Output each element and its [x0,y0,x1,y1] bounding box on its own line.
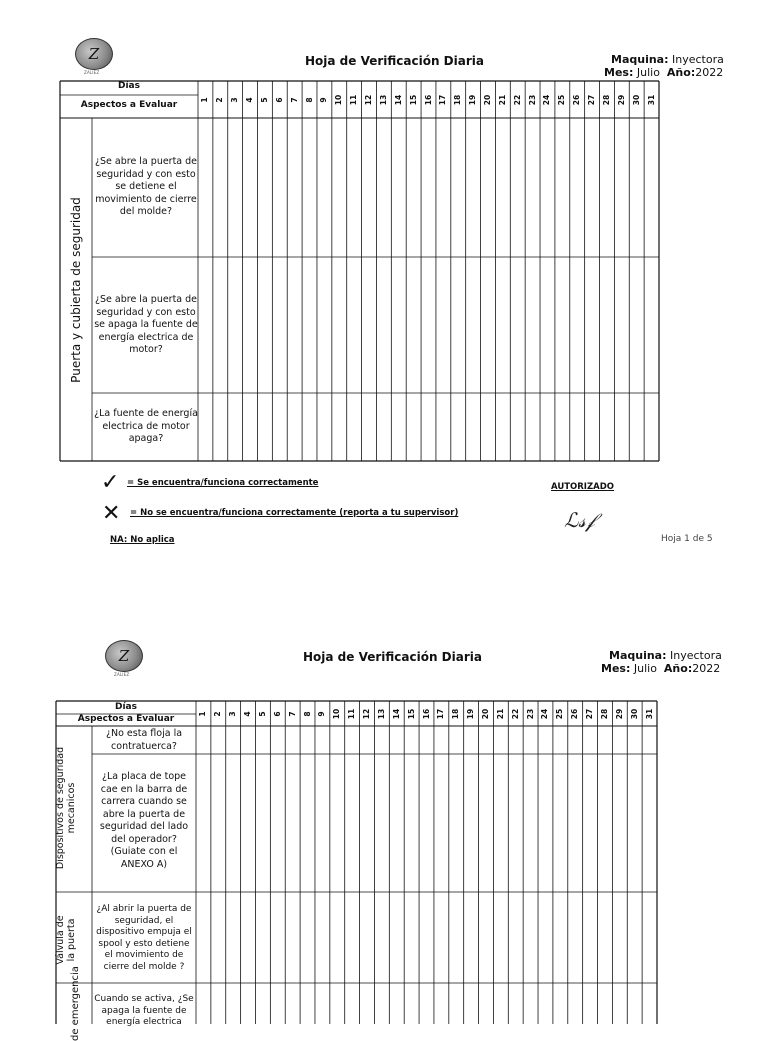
day-number: 8 [302,710,312,717]
page-title: Hoja de Verificación Diaria [305,54,484,68]
day-number: 7 [289,96,299,103]
day-number: 16 [421,708,431,719]
machine-value: Inyectora [672,53,724,66]
year-value: 2022 [692,662,721,675]
logo-monogram: Z [88,45,100,63]
question-2: ¿La placa de tope cae en la barra de carrera cuando se abre la puerta de seguridad del lado del operador? (Guiate con el ANEXO A) [99,771,189,870]
day-number: 25 [557,94,567,105]
day-number: 1 [200,96,210,103]
month-value: Julio [633,662,657,675]
date-info: Mes: Julio Año:2022 [604,66,724,79]
day-number: 7 [287,710,297,717]
day-number: 26 [570,708,580,719]
date-info: Mes: Julio Año:2022 [601,662,721,675]
day-number: 10 [334,94,344,105]
day-number: 30 [629,708,639,719]
month-value: Julio [636,66,660,79]
question-4: Cuando se activa, ¿Se apaga la fuente de energía electrica [94,994,194,1027]
day-number: 9 [317,710,327,717]
legend-bad: = No se encuentra/funciona correctamente (reporta a tu supervisor) [130,508,459,518]
day-number: 1 [198,710,208,717]
day-number: 2 [213,710,223,717]
day-number: 8 [304,96,314,103]
logo-caption: ZALIEZ [84,70,100,75]
day-number: 23 [527,94,537,105]
day-number: 11 [349,94,359,105]
machine-value: Inyectora [670,649,722,662]
question-1: ¿No esta floja la contratuerca? [105,728,183,752]
day-number: 25 [555,708,565,719]
day-number: 21 [497,94,507,105]
signature-image: ℒ𝓈𝒻 [564,508,595,532]
day-number: 18 [451,708,461,719]
header-days: Días [118,81,140,91]
day-number: 29 [616,94,626,105]
day-number: 27 [585,708,595,719]
logo-caption: ZALIEZ [114,672,130,677]
day-number: 12 [362,708,372,719]
section-label-1: Dispositivos de seguridad mecanicos [55,746,77,870]
legend-na: NA: No aplica [110,535,175,545]
day-number: 29 [614,708,624,719]
day-number: 13 [376,708,386,719]
day-number: 4 [245,96,255,103]
day-number: 20 [480,708,490,719]
day-number: 19 [466,708,476,719]
day-number: 30 [631,94,641,105]
day-number: 10 [332,708,342,719]
section-label-3: de emergencia [70,966,81,1041]
day-number: 31 [646,94,656,105]
day-number: 14 [393,94,403,105]
day-number: 3 [230,96,240,103]
day-number: 22 [512,94,522,105]
day-number: 28 [599,708,609,719]
day-number: 28 [601,94,611,105]
day-number: 22 [510,708,520,719]
day-number: 20 [482,94,492,105]
day-number: 5 [257,710,267,717]
day-number: 26 [572,94,582,105]
machine-info: Maquina: Inyectora [609,649,722,662]
day-number: 12 [364,94,374,105]
day-number: 19 [468,94,478,105]
day-number: 6 [274,96,284,103]
year-value: 2022 [695,66,724,79]
question-2: ¿Se abre la puerta de seguridad y con esto se apaga la fuente de energía electrica de motor? [94,294,198,355]
day-number: 21 [495,708,505,719]
day-number: 16 [423,94,433,105]
question-3: ¿Al abrir la puerta de seguridad, el dispositivo empuja el spool y esto detiene el movimiento de cierre del molde ? [96,904,192,972]
day-number: 27 [587,94,597,105]
day-number: 17 [436,708,446,719]
cross-icon: ✕ [102,501,121,526]
page-title: Hoja de Verificación Diaria [303,650,482,664]
day-number: 24 [542,94,552,105]
header-aspects: Aspectos a Evaluar [77,714,175,724]
day-number: 17 [438,94,448,105]
logo-monogram: Z [118,647,130,665]
section-label-2: Válvula de la puerta [55,915,77,965]
question-3: ¿La fuente de energía electrica de motor apaga? [94,408,198,444]
legend-ok: = Se encuentra/funciona correctamente [127,478,319,488]
header-aspects: Aspectos a Evaluar [80,100,178,110]
day-number: 3 [228,710,238,717]
day-number: 13 [378,94,388,105]
day-number: 11 [347,708,357,719]
day-number: 6 [272,710,282,717]
day-number: 31 [644,708,654,719]
day-number: 23 [525,708,535,719]
day-number: 24 [540,708,550,719]
authorized-label: AUTORIZADO [551,482,614,492]
header-days: Días [115,702,137,712]
day-number: 14 [391,708,401,719]
day-number: 9 [319,96,329,103]
page-number: Hoja 1 de 5 [661,534,713,544]
day-number: 2 [215,96,225,103]
day-number: 4 [243,710,253,717]
day-number: 5 [259,96,269,103]
machine-info: Maquina: Inyectora [611,53,724,66]
day-number: 18 [453,94,463,105]
day-number: 15 [408,94,418,105]
question-1: ¿Se abre la puerta de seguridad y con esto se detiene el movimiento de cierre del molde? [94,156,198,217]
section-label: Puerta y cubierta de seguridad [69,197,83,383]
check-icon: ✓ [101,470,120,495]
day-number: 15 [406,708,416,719]
